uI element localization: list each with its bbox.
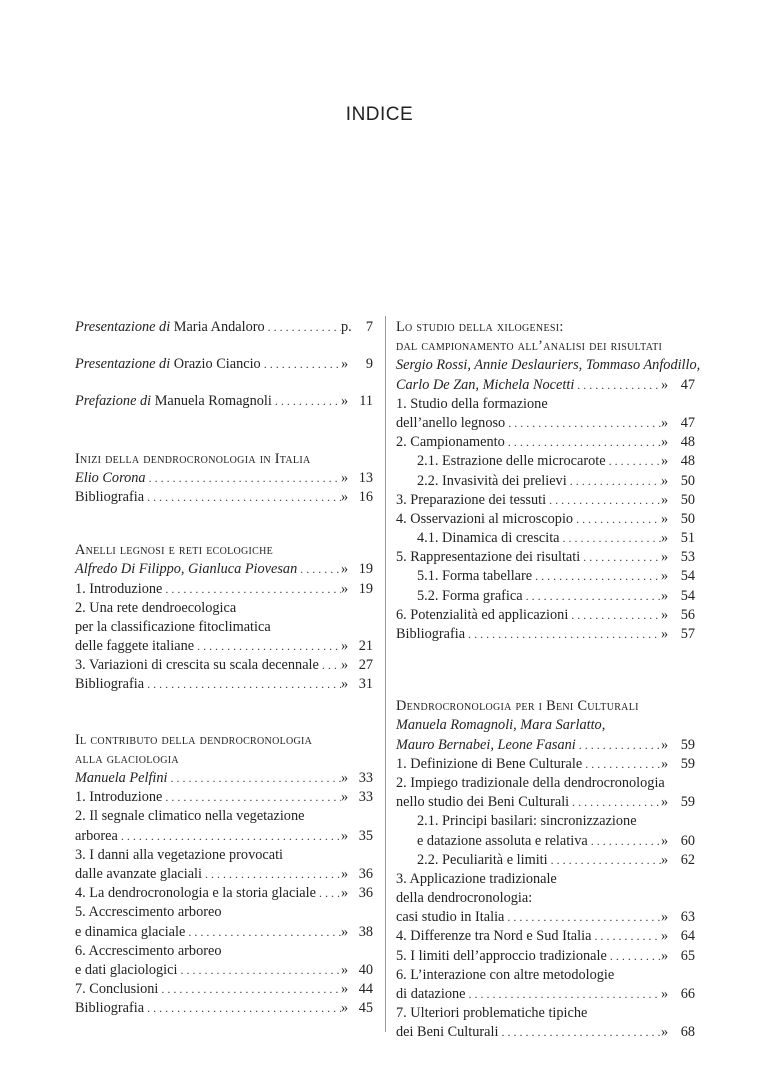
page-number: 38 [358,923,373,940]
dot-leader [560,529,661,548]
entry-title-line: 3. I danni alla vegetazione provocati [75,846,284,863]
page-marker: » [661,606,669,623]
entry-title: 2.1. Estrazione delle microcarote [417,453,606,470]
entry-author: Mauro Bernabei, Leone Fasani [396,736,576,753]
page-marker: » [341,393,349,410]
dot-leader [606,452,661,471]
toc-entry[interactable] [75,961,373,980]
dot-leader [591,927,661,946]
page-number: 63 [680,909,695,926]
page-number: 33 [358,789,373,806]
page-marker: p. [341,319,352,335]
page-marker: » [661,491,669,508]
page-number: 48 [680,453,695,470]
entry-title: 3. Preparazione dei tessuti [396,491,547,508]
page-marker: » [661,851,669,868]
page-number: 59 [680,794,695,811]
page-marker: » [341,488,349,505]
page-number: 57 [680,626,695,642]
toc-subentry[interactable] [396,472,695,491]
page-number: 59 [680,755,695,772]
toc-subentry[interactable] [396,587,695,606]
entry-role: Prefazione di [75,393,152,410]
toc-entry[interactable] [396,510,695,529]
entry-title: 6. Potenzialità ed applicazioni [396,606,569,623]
toc-entry[interactable] [396,606,695,625]
page-number: 11 [359,393,373,410]
page-marker: » [341,561,349,578]
page-number: 13 [358,469,373,486]
entry-author: Alfredo Di Filippo, Gianluca Piovesan [75,561,298,578]
entry-title-line: 2. Una rete dendroecologica [75,599,237,616]
toc-entry-bibliografia[interactable] [75,488,373,507]
entry-title: Bibliografia [75,676,145,693]
page-marker: » [661,626,669,642]
page-marker: » [661,928,669,945]
toc-entry[interactable] [75,637,373,656]
entry-author: Manuela Pelfini [75,770,168,786]
page-number: 50 [680,491,695,508]
toc-entry-presentazione-andaloro[interactable] [75,318,373,337]
entry-title: dei Beni Culturali [396,1024,499,1041]
dot-leader [202,865,341,884]
page-number: 33 [358,770,373,786]
page-number: 47 [680,376,695,393]
toc-subentry[interactable] [396,567,695,586]
page-marker: » [341,638,349,655]
entry-title: 1. Introduzione [75,789,163,806]
page-number: 31 [358,676,373,693]
entry-author: Carlo De Zan, Michela Nocetti [396,376,575,393]
toc-subentry[interactable] [396,452,695,471]
dot-leader [177,961,341,980]
entry-title: 7. Conclusioni [75,981,159,998]
page-marker: » [661,755,669,772]
column-divider [385,316,386,1032]
page-number: 53 [680,549,695,566]
page-title: INDICE [345,104,414,125]
page-number: 47 [680,414,695,431]
toc-entry[interactable] [396,433,695,452]
entry-name: Manuela Romagnoli [154,393,272,410]
dot-leader [576,736,661,755]
section-title: Lo studio della xilogenesi: [396,319,564,335]
page-number: 48 [680,434,695,451]
toc-entry[interactable] [396,548,695,567]
entry-title: Bibliografia [396,626,466,642]
page-marker: » [341,356,349,373]
dot-leader [582,755,661,774]
dot-leader [548,851,661,870]
toc-entry[interactable] [75,865,373,884]
dot-leader [573,510,661,529]
page-number: 60 [680,832,695,849]
dot-leader [546,491,661,510]
entry-title: casi studio in Italia [396,909,505,926]
toc-entry[interactable] [75,884,373,903]
section-title: dal campionamento all’analisi dei risultati [396,338,663,355]
section-title: alla glaciologia [75,750,179,767]
dot-leader [158,980,341,999]
toc-entry[interactable] [396,414,695,433]
page-marker: » [341,580,349,597]
dot-leader [505,433,661,452]
entry-title: 4. La dendrocronologia e la storia glaciale [75,885,316,902]
toc-entry[interactable] [75,980,373,999]
entry-title: Bibliografia [75,1000,145,1017]
entry-title: 2.2. Invasività dei prelievi [417,472,567,489]
page-number: 27 [358,657,373,674]
page-number: 16 [358,488,373,505]
page-marker: » [341,1000,349,1017]
page-number: 36 [358,865,373,882]
toc-subentry[interactable] [396,851,695,870]
dot-leader [569,793,661,812]
page-number: 19 [358,561,373,578]
dot-leader [194,637,341,656]
page-number: 7 [365,319,373,335]
page-marker: » [661,472,669,489]
toc-subentry[interactable] [396,529,695,548]
toc-entry-author[interactable] [75,560,373,579]
entry-title: e datazione assoluta e relativa [417,832,588,849]
page-number: 51 [680,530,695,547]
entry-title-line: per la classificazione fitoclimatica [75,618,271,635]
toc-entry[interactable] [75,827,373,846]
toc-entry[interactable] [396,491,695,510]
entry-title: arborea [75,827,118,844]
toc-right-column [396,318,701,1043]
dot-leader [272,392,341,411]
dot-leader [144,675,341,694]
entry-title-line: 7. Ulteriori problematiche tipiche [396,1005,588,1022]
dot-leader [532,567,661,586]
entry-title: 2. Campionamento [396,434,505,451]
toc-entry[interactable] [396,985,695,1004]
entry-title: 5. Rappresentazione dei risultati [396,549,581,566]
toc-entry-presentazione-ciancio[interactable] [75,355,373,374]
dot-leader [465,625,661,644]
toc-entry-author[interactable] [75,769,373,788]
toc-entry-author[interactable] [396,376,695,395]
entry-name: Maria Andaloro [173,319,265,335]
page-number: 19 [358,580,373,597]
dot-leader [588,832,661,851]
entry-title-line: 1. Studio della formazione [396,395,548,412]
dot-leader [185,923,341,942]
dot-leader [504,908,661,927]
entry-title: 3. Variazioni di crescita su scala decennale [75,657,319,674]
page-marker: » [661,587,669,604]
dot-leader [607,947,661,966]
dot-leader [265,318,341,337]
page-number: 50 [680,510,695,527]
page-marker: » [661,510,669,527]
page-number: 64 [680,928,695,945]
page-marker: » [661,947,669,964]
toc-entry[interactable] [396,927,695,946]
entry-author-line: Sergio Rossi, Annie Deslauriers, Tommaso Anfodillo, [396,357,701,374]
dot-leader [498,1023,661,1042]
page-marker: » [341,770,349,786]
entry-title: e dati glaciologici [75,961,178,978]
entry-title-line: della dendrocronologia: [396,890,533,907]
entry-title-line: 3. Applicazione tradizionale [396,870,557,887]
toc-entry-bibliografia[interactable] [396,625,695,644]
toc-entry[interactable] [75,923,373,942]
page-marker: » [661,1024,669,1041]
entry-title-line: 2. Impiego tradizionale della dendrocronologia [396,774,665,791]
entry-author: Elio Corona [75,469,146,486]
dot-leader [465,985,661,1004]
entry-name: Orazio Ciancio [173,356,261,373]
page-marker: » [341,657,349,674]
toc-entry[interactable] [396,755,695,774]
page-number: 44 [358,981,373,998]
entry-title: 1. Definizione di Bene Culturale [396,755,583,772]
toc-entry[interactable] [396,793,695,812]
page-marker: » [661,376,669,393]
entry-title: e dinamica glaciale [75,923,186,940]
page-number: 36 [358,885,373,902]
dot-leader [567,472,661,491]
entry-title: 1. Introduzione [75,580,163,597]
entry-title: 2.2. Peculiarità e limiti [417,851,548,868]
toc-left-column [75,318,373,1018]
page-number: 9 [365,356,373,373]
entry-role: Presentazione di [75,319,171,335]
page-marker: » [661,986,669,1002]
dot-leader [261,355,341,374]
page-marker: » [341,789,349,806]
page-marker: » [661,909,669,926]
page-marker: » [341,469,349,486]
entry-title-line: 2. Il segnale climatico nella vegetazione [75,808,305,825]
dot-leader [297,560,341,579]
entry-title: dell’anello legnoso [396,414,506,431]
page-number: 45 [358,1000,373,1017]
entry-title: 4. Differenze tra Nord e Sud Italia [396,928,592,945]
page-marker: » [341,865,349,882]
entry-title-line: 6. Accrescimento arboreo [75,942,222,959]
entry-title: Bibliografia [75,488,145,505]
dot-leader [580,548,661,567]
toc-entry-author[interactable] [396,736,695,755]
toc-entry-prefazione-romagnoli[interactable] [75,392,373,411]
entry-title: 4. Osservazioni al microscopio [396,510,574,527]
dot-leader [144,488,341,507]
toc-entry[interactable] [75,656,373,675]
dot-leader [168,769,341,788]
toc-entry-author[interactable] [75,469,373,488]
dot-leader [319,656,341,675]
page-marker: » [661,832,669,849]
section-title: Anelli legnosi e reti ecologiche [75,542,274,559]
page-marker: » [661,736,669,753]
dot-leader [505,414,661,433]
page-number: 68 [680,1024,695,1041]
page-number: 66 [680,986,695,1002]
entry-title: nello studio dei Beni Culturali [396,794,570,811]
dot-leader [118,827,341,846]
entry-title: 5.2. Forma grafica [417,587,523,604]
page-marker: » [661,453,669,470]
dot-leader [144,999,341,1018]
page-marker: » [661,434,669,451]
entry-title: dalle avanzate glaciali [75,865,203,882]
toc-entry[interactable] [396,908,695,927]
entry-author-line: Manuela Romagnoli, Mara Sarlatto, [396,717,606,734]
dot-leader [523,587,661,606]
page-marker: » [341,981,349,998]
page-number: 35 [358,827,373,844]
page-number: 56 [680,606,695,623]
page-number: 65 [680,947,695,964]
page-number: 62 [680,851,695,868]
page-number: 59 [680,736,695,753]
page-marker: » [341,676,349,693]
section-title: Inizi della dendrocronologia in Italia [75,450,311,467]
entry-title-line: 2.1. Principi basilari: sincronizzazione [417,813,637,830]
page-number: 54 [680,568,695,585]
page-marker: » [661,530,669,547]
toc-entry-bibliografia[interactable] [75,675,373,694]
entry-title: delle faggete italiane [75,638,195,655]
entry-title: di datazione [396,986,466,1002]
page-marker: » [661,568,669,585]
page-marker: » [341,885,349,902]
page-marker: » [661,549,669,566]
page-number: 50 [680,472,695,489]
toc-subentry[interactable] [396,832,695,851]
toc-entry[interactable] [396,1023,695,1042]
toc-entry[interactable] [75,580,373,599]
page-marker: » [341,827,349,844]
entry-title-line: 6. L’interazione con altre metodologie [396,966,615,983]
dot-leader [316,884,341,903]
entry-role: Presentazione di [75,356,171,373]
section-title: Dendrocronologia per i Beni Culturali [396,698,639,715]
toc-entry[interactable] [75,788,373,807]
toc-entry-bibliografia[interactable] [75,999,373,1018]
entry-title: 4.1. Dinamica di crescita [417,530,560,547]
section-title: Il contributo della dendrocronologia [75,731,313,748]
toc-entry[interactable] [396,947,695,966]
page-marker: » [341,923,349,940]
dot-leader [568,606,661,625]
page-number: 21 [358,638,373,655]
dot-leader [146,469,341,488]
dot-leader [162,580,341,599]
page-marker: » [661,794,669,811]
entry-title: 5. I limiti dell’approccio tradizionale [396,947,607,964]
page-marker: » [341,961,349,978]
entry-title-line: 5. Accrescimento arboreo [75,904,222,921]
page-number: 40 [358,961,373,978]
page-number: 54 [680,587,695,604]
dot-leader [162,788,341,807]
dot-leader [574,376,661,395]
page-marker: » [661,414,669,431]
entry-title: 5.1. Forma tabellare [417,568,533,585]
